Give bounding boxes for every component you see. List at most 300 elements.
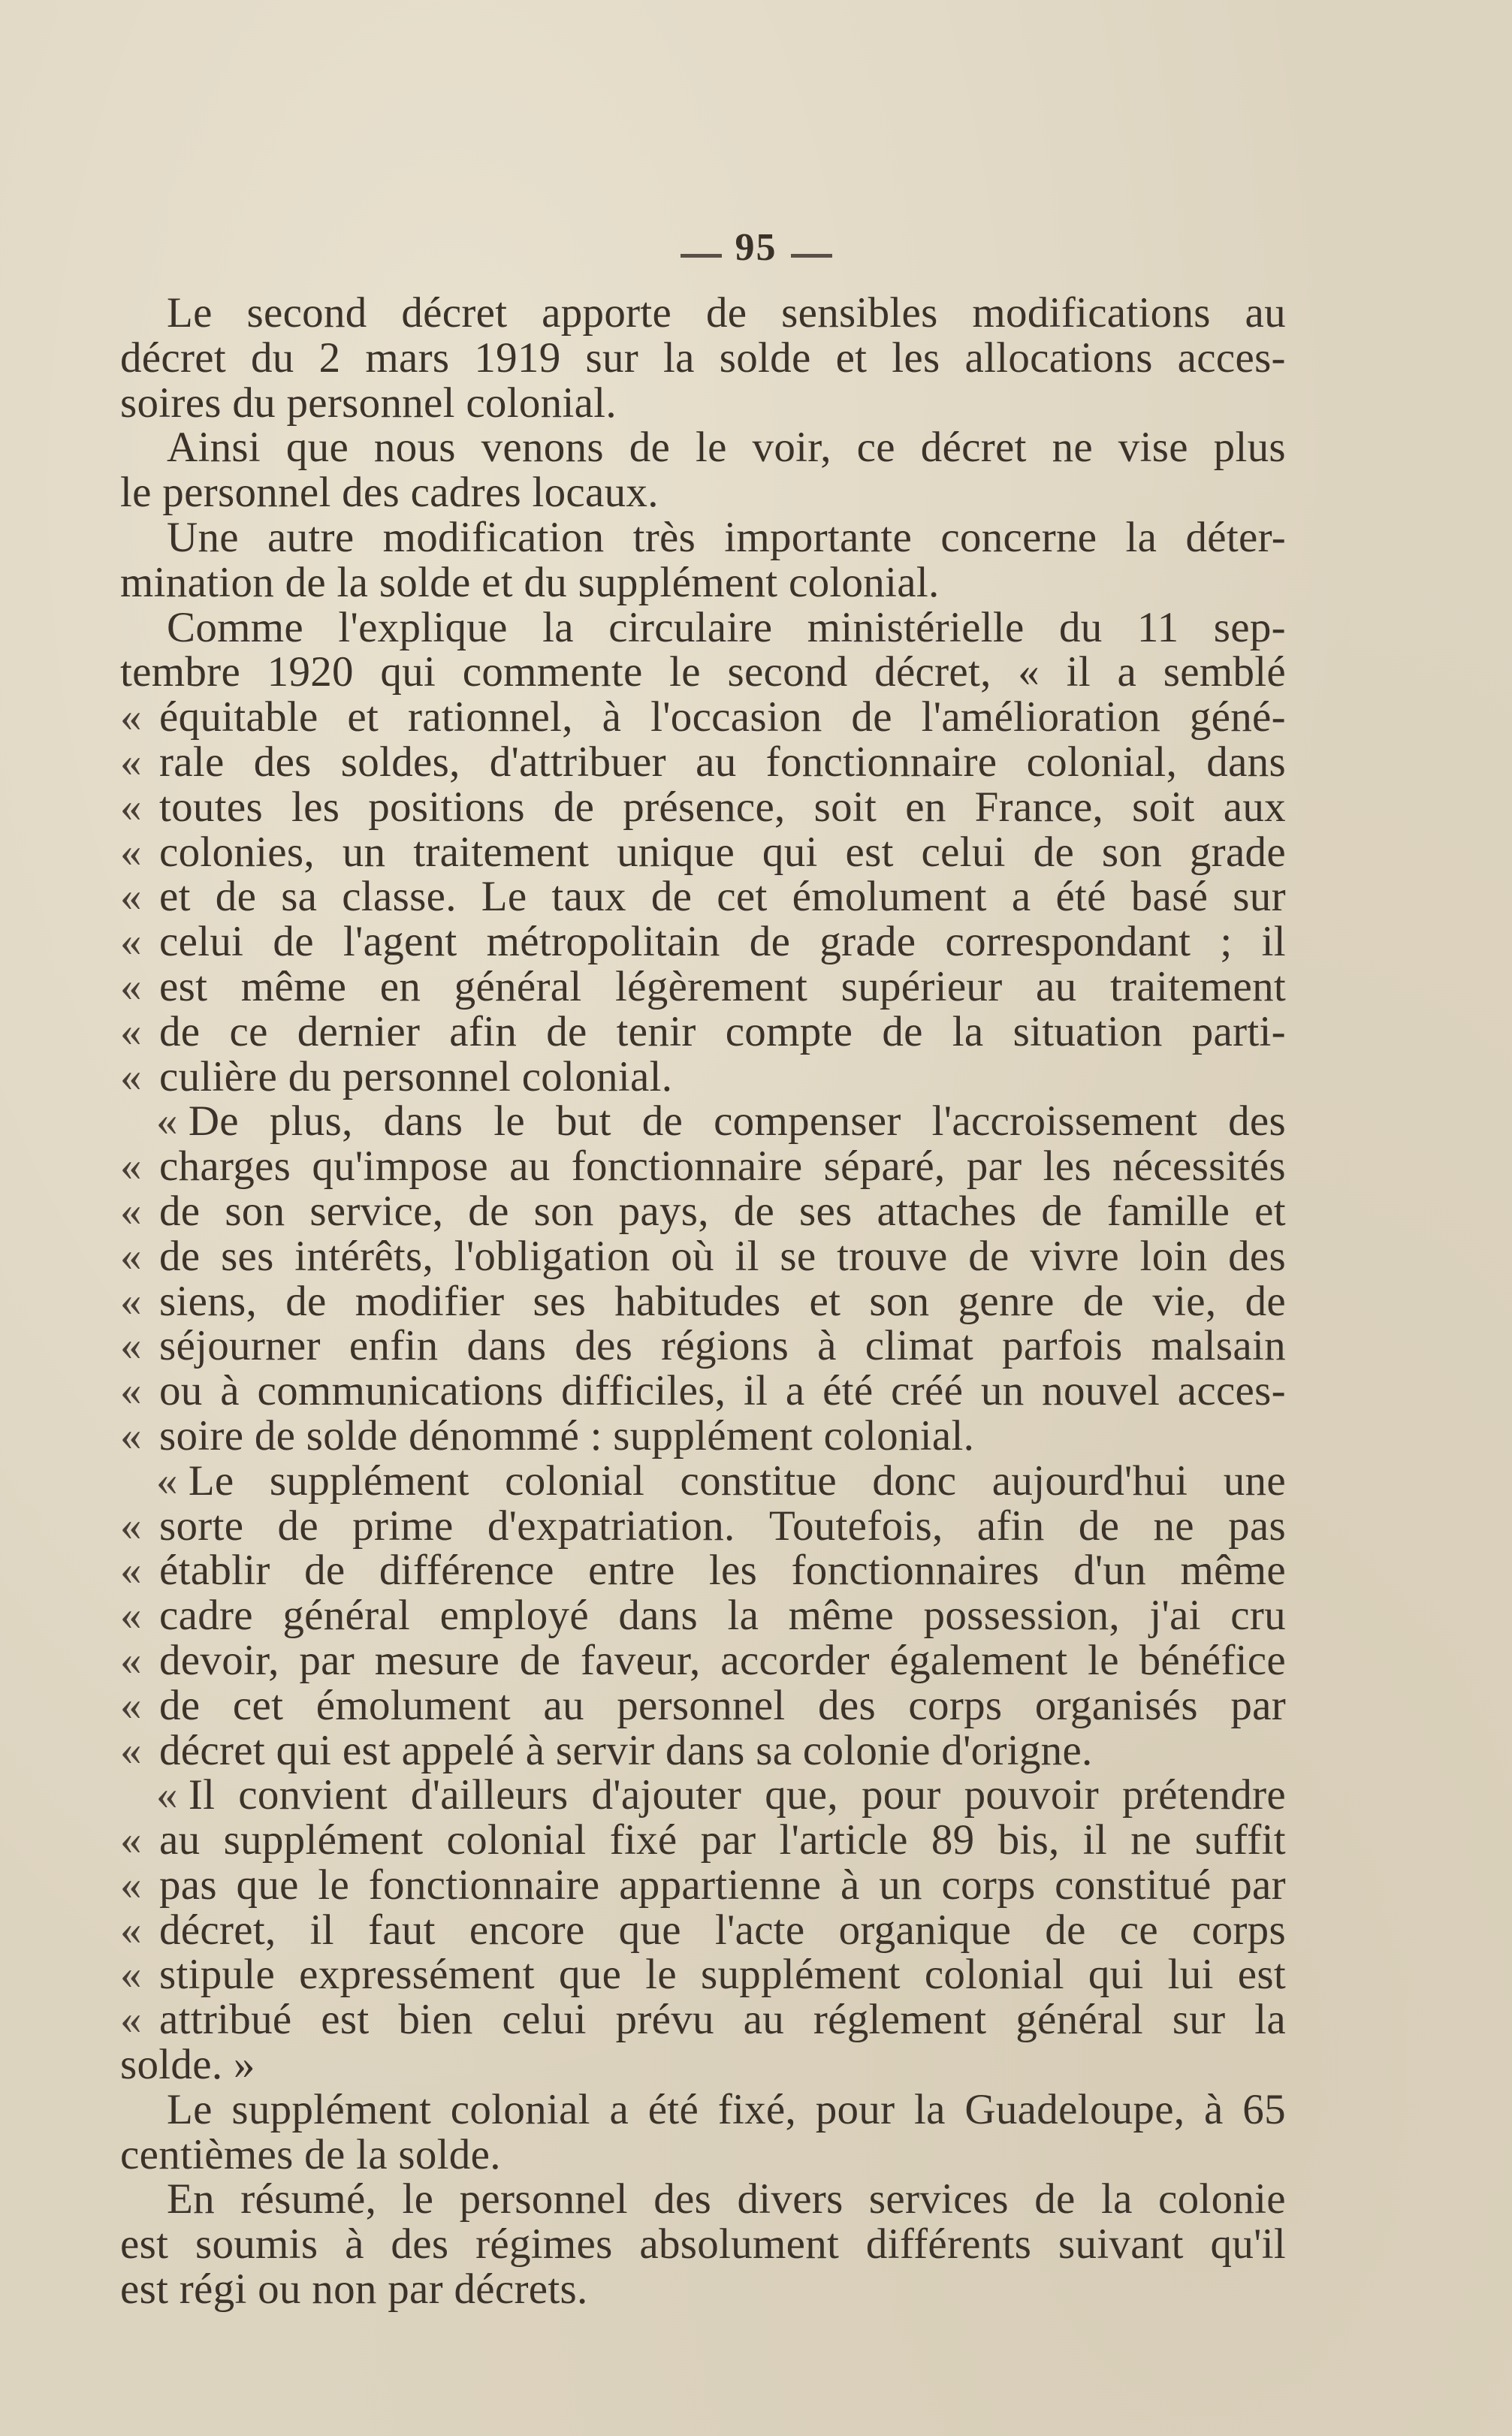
text-line [120,1369,1286,1414]
word: déter- [1185,513,1286,561]
word: d'expatriation. [487,1502,735,1550]
word: de [629,424,671,472]
word: présence, [623,783,786,831]
word: supérieur [841,962,1003,1010]
line-text: centièmes de la solde. [120,2130,501,2178]
word: autre [267,513,355,561]
word: Le [167,2085,213,2133]
word: unique [617,828,735,876]
word: un [879,1861,922,1909]
word: par [1230,1861,1286,1909]
word: la [542,603,574,651]
word: bénéfice [1139,1636,1286,1684]
word: d'attribuer [489,738,666,786]
word: des [253,738,312,786]
word: de [1245,1277,1286,1325]
word: et [347,693,379,741]
word: des [575,1322,633,1370]
word: plus [1213,424,1286,472]
word: que [558,1951,622,1999]
word: ses [799,1187,853,1235]
text-line [120,1052,1286,1100]
word: absolument [639,2220,840,2268]
line-text [159,695,1286,740]
word: émolument [315,1681,511,1729]
word: ne [1130,1816,1172,1864]
word: basé [1130,873,1209,921]
guillemet: « [120,738,142,786]
word: ses [533,1277,587,1325]
line-text [167,2177,1286,2222]
word: dans [466,1322,547,1370]
word: en [905,783,946,831]
word: de [304,1547,346,1595]
word: Comme [167,603,303,651]
line-text [167,605,1286,651]
guillemet: « [120,1996,142,2044]
line-text [159,1683,1286,1728]
line-text [159,919,1286,964]
guillemet: « [120,1951,142,1999]
word: ne [1052,424,1093,472]
word: à [220,1367,240,1415]
word: se [780,1232,816,1280]
word: 1920 [267,648,354,696]
word: pouvoir [964,1771,1100,1819]
word: possession, [923,1592,1120,1640]
word: bis, [997,1816,1060,1864]
word: il [1261,918,1286,966]
guillemet: « [120,1547,142,1595]
word: personnel [617,1681,786,1729]
word: encore [469,1906,585,1954]
word: résumé, [240,2175,377,2223]
word: ; [1220,918,1233,966]
word: corps [1192,1906,1286,1954]
word: général [454,962,582,1010]
guillemet: « [120,1187,142,1235]
line-text [120,336,1286,381]
word: équitable [159,693,318,741]
text-line [120,1638,1286,1683]
text-line [120,695,1286,740]
word: qu'il [1210,2220,1286,2268]
word: l'accroissement [931,1097,1198,1146]
word: des [1228,1232,1286,1280]
word: Guadeloupe, [964,2085,1185,2133]
word: la [1125,513,1157,561]
word: au [509,1143,551,1191]
word: le [493,1097,526,1146]
word: sorte [159,1502,244,1550]
word: aux [1223,783,1286,831]
word: l'acte [714,1906,805,1954]
word: nous [373,424,456,472]
text-line [120,560,1286,605]
word: il [743,1367,768,1415]
word: un [342,828,386,876]
word: l'occasion [650,693,822,741]
text-line [120,1593,1286,1638]
text-line [120,1548,1286,1593]
word: parti- [1191,1007,1286,1055]
line-text [167,515,1286,560]
word: dans [383,1097,463,1146]
word: importante [724,513,913,561]
word: soit [1132,783,1195,831]
word: compenser [714,1097,901,1146]
line-text: soire de solde dénommé : supplément colonial. [159,1411,975,1459]
word: lui [1167,1951,1214,1999]
word: celui [502,1996,587,2044]
line-text [159,964,1286,1010]
guillemet: « [120,1861,142,1909]
text-line [120,650,1286,695]
word: a [785,1367,805,1415]
body-text [120,291,1286,2312]
word: très [632,513,696,561]
word: solde [719,334,811,382]
word: son [1101,828,1163,876]
word: dans [618,1592,699,1640]
text-line [120,1728,1286,1773]
guillemet: « [120,1322,142,1370]
word: organisés [1034,1681,1198,1729]
word: pour [815,2085,895,2133]
text-line [120,2267,1286,2312]
word: les [708,1547,758,1595]
word: constitué [1055,1861,1212,1909]
text-line [120,470,1286,515]
word: les [1043,1143,1091,1191]
word: intérêts, [294,1232,434,1280]
word: difficiles, [561,1367,726,1415]
word: du [251,334,294,382]
word: été [1055,873,1106,921]
text-line [120,425,1286,470]
guillemet: « [120,693,142,741]
word: qu'impose [312,1143,488,1191]
word: au [159,1816,201,1864]
guillemet: « [120,1052,142,1100]
word: cet [717,873,768,921]
word: sur [1172,1996,1226,2044]
word: qui [1088,1951,1144,1999]
line-text [120,650,1286,695]
word: parfois [1002,1322,1123,1370]
word: pas [1228,1502,1286,1550]
word: trouve [837,1232,948,1280]
word: de [733,1187,775,1235]
line-text [159,1638,1286,1683]
line-text [159,1997,1286,2042]
word: colonial [450,2085,590,2133]
word: modifications [972,289,1211,337]
word: communications [257,1367,544,1415]
word: géné- [1189,693,1286,741]
word: faveur, [580,1636,701,1684]
word: but [555,1097,611,1146]
word: ne [1153,1502,1194,1550]
word: celui [921,828,1006,876]
word: traitement [1109,962,1286,1010]
guillemet: « [120,873,142,921]
line-text [120,2222,1286,2267]
word: le [695,424,727,472]
word: Ainsi [167,424,261,472]
word: et [1254,1187,1286,1235]
page-number-value: 95 [735,226,777,269]
word: accorder [720,1636,870,1684]
word: de [273,918,314,966]
word: 11 [1136,603,1179,651]
word: De [188,1097,239,1146]
line-text [159,1324,1286,1369]
word: corps [941,1861,1036,1909]
word: à [817,1322,837,1370]
word: colonial [446,1816,587,1864]
text-line [120,1144,1286,1189]
word: créé [891,1367,964,1415]
word: taux [551,873,626,921]
line-text: solde. » [120,2041,255,2089]
word: où [671,1232,714,1280]
word: soumis [195,2220,318,2268]
word: cet [232,1681,284,1729]
word: fonctionnaire [368,1861,600,1909]
word: métropolitain [486,918,720,966]
line-text [159,785,1286,830]
word: décret, [874,648,991,696]
word: suivant [1058,2220,1184,2268]
word: entre [588,1547,675,1595]
word: la [914,2085,946,2133]
word: par [299,1636,355,1684]
word: afin [976,1502,1045,1550]
word: charges [159,1143,291,1191]
word: situation [1013,1007,1163,1055]
word: l'explique [338,603,508,651]
line-text: soires du personnel colonial. [120,379,617,427]
word: famille [1106,1187,1230,1235]
word: son [225,1187,285,1235]
line-text: culière du personnel colonial. [159,1052,673,1100]
word: grade [819,918,916,966]
word: Toutefois, [768,1502,943,1550]
word: le [1088,1636,1119,1684]
word: pays, [618,1187,709,1235]
word: de [650,873,693,921]
line-text [189,1773,1286,1818]
line-text: mination de la solde et du supplément colonial. [120,558,940,606]
word: et [809,1277,841,1325]
word: Le [167,289,213,337]
word: ce [229,1007,268,1055]
guillemet: « [120,1906,142,1954]
text-line [120,2087,1286,2133]
word: « [1018,648,1040,696]
word: de [159,1187,201,1235]
word: sensibles [781,289,938,337]
word: de [159,1232,201,1280]
word: supplément [223,1816,424,1864]
line-text [159,740,1286,785]
page-number [0,225,1512,270]
word: de [546,1007,587,1055]
word: est [159,962,208,1010]
line-text [159,1863,1286,1908]
word: climat [865,1322,974,1370]
line-text [167,2087,1286,2133]
word: les [291,783,340,831]
word: colonial [505,1456,645,1505]
word: est [120,2220,169,2268]
word: colonial, [1026,738,1178,786]
word: France, [974,783,1104,831]
word: été [822,1367,874,1415]
word: sep- [1213,603,1286,651]
word: vise [1118,424,1188,472]
word: aujourd'hui [991,1456,1188,1505]
word: Le [481,873,527,921]
word: soit [813,783,877,831]
word: établir [159,1547,270,1595]
word: il [1082,1816,1108,1864]
word: donc [872,1456,957,1505]
guillemet: « [120,1277,142,1325]
guillemet: « [120,1143,142,1191]
line-text [189,1099,1286,1144]
word: la [727,1592,759,1640]
word: rale [159,738,225,786]
line-text [188,1456,1286,1505]
text-line [120,830,1286,875]
word: à [1204,2085,1224,2133]
word: mesure [374,1636,500,1684]
word: à [602,693,622,741]
word: commente [462,648,643,696]
word: service, [309,1187,444,1235]
word: à [840,1861,860,1909]
line-text [167,291,1286,336]
guillemet: « [120,1232,142,1280]
text-line [120,1411,1286,1459]
word: 65 [1242,2085,1286,2133]
word: prévu [615,1996,714,2044]
word: de [468,1187,509,1235]
word: séjourner [159,1322,321,1370]
word: a [1117,648,1137,696]
word: il [309,1906,334,1954]
word: modification [382,513,605,561]
word: 89 [931,1816,975,1864]
word: été [647,2085,699,2133]
word: Une [167,513,239,561]
word: cru [1230,1592,1286,1640]
line-text: est régi ou non par décrets. [120,2265,588,2314]
word: fonctionnaires [791,1547,1040,1595]
word: des [1228,1097,1286,1146]
word: la [663,334,695,382]
word: circulaire [608,603,773,651]
word: nouvel [1042,1367,1160,1415]
word: des [818,1681,876,1729]
line-text [159,1818,1286,1863]
word: dans [1206,738,1286,786]
line-text [159,1504,1286,1549]
word: de [1078,1502,1120,1550]
line-text: le personnel des cadres locaux. [120,469,659,517]
word: et [835,334,868,382]
guillemet: « [156,1097,178,1146]
word: que [618,1906,681,1954]
text-line [120,2222,1286,2267]
text-line [120,919,1286,964]
text-line [120,1773,1286,1818]
guillemet: « [156,1456,178,1505]
word: sa [281,873,318,921]
word: des [653,2175,712,2223]
word: ses [221,1232,274,1280]
word: habitudes [614,1277,781,1325]
word: expressément [299,1951,535,1999]
word: de [1034,2175,1076,2223]
guillemet: « [120,918,142,966]
guillemet: « [120,1592,142,1640]
word: supplément [231,2085,432,2133]
word: en [379,962,421,1010]
word: fixé, [717,2085,797,2133]
line-text [159,874,1286,919]
word: soldes, [340,738,460,786]
word: voir, [752,424,831,472]
word: celui [159,918,244,966]
word: régimes [475,2220,613,2268]
word: En [167,2175,215,2223]
word: des [391,2220,449,2268]
word: son [869,1277,930,1325]
word: réglement [813,1996,987,2044]
word: supplément [701,1951,901,1999]
word: la [1254,1996,1286,2044]
line-text [159,1908,1286,1953]
word: la [952,1007,984,1055]
word: loin [1139,1232,1208,1280]
word: de [1041,1187,1082,1235]
word: ou [159,1367,203,1415]
word: de [749,918,791,966]
word: du [1058,603,1103,651]
text-line [120,1504,1286,1549]
line-text [159,1189,1286,1234]
word: le [669,648,701,696]
word: traitement [413,828,590,876]
word: même [1180,1547,1286,1595]
word: devoir, [159,1636,279,1684]
word: qui [762,828,818,876]
word: décret [920,424,1027,472]
word: siens, [159,1277,258,1325]
word: au [743,1996,785,2044]
word: Le [188,1456,234,1505]
text-line [120,1099,1286,1144]
word: faut [367,1906,436,1954]
word: différence [379,1547,554,1595]
text-line [120,1279,1286,1324]
word: personnel [459,2175,628,2223]
line-text [159,1144,1286,1189]
word: suffit [1194,1816,1286,1864]
